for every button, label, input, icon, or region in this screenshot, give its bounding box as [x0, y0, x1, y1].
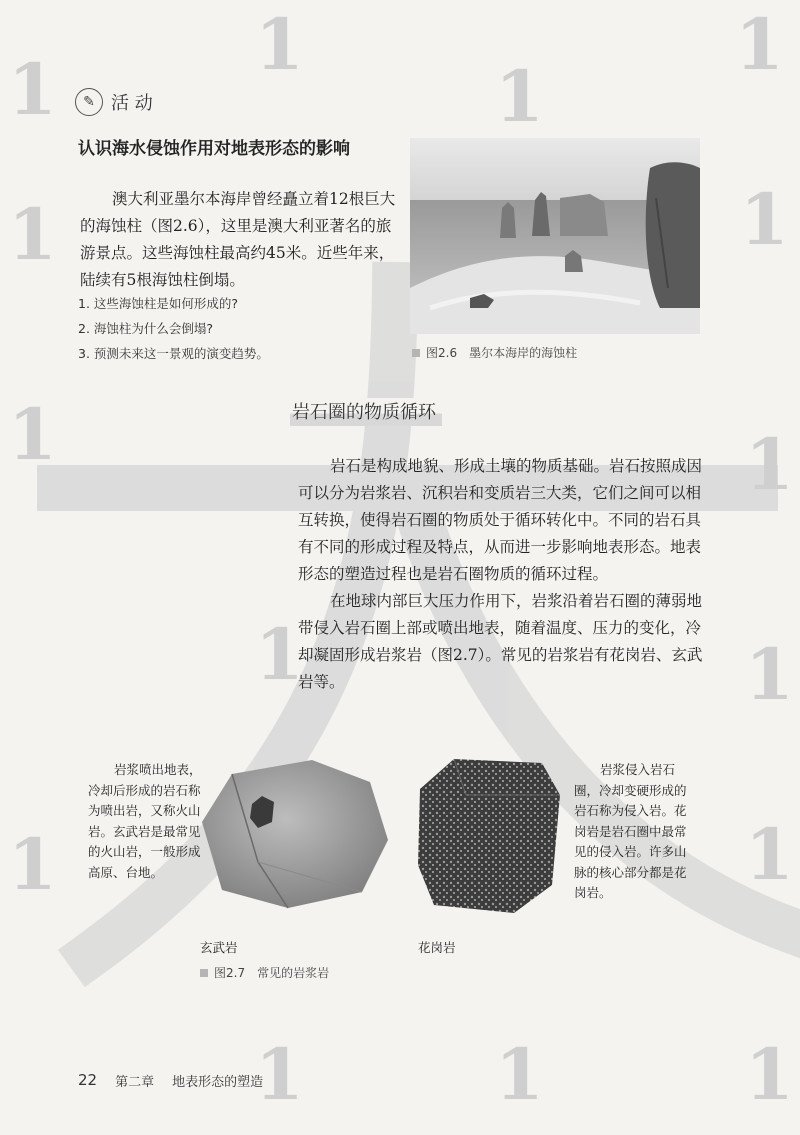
watermark-digit: 1 [745, 1033, 792, 1116]
watermark-digit: 1 [8, 393, 55, 476]
watermark-digit: 1 [255, 613, 302, 696]
watermark-digit: 1 [255, 3, 302, 86]
watermark-digit: 1 [735, 3, 782, 86]
question-item: 3. 预测未来这一景观的演变趋势。 [78, 346, 269, 361]
section-title: 岩石圈的物质循环 [290, 398, 442, 426]
watermark-digit: 1 [745, 423, 792, 506]
watermark-digit: 1 [8, 823, 55, 906]
watermark-digit: 1 [495, 1033, 542, 1116]
question-item: 2. 海蚀柱为什么会倒塌? [78, 321, 214, 336]
watermark-digit: 1 [495, 55, 542, 138]
figure-2-6-caption-text: 图2.6 墨尔本海岸的海蚀柱 [426, 346, 578, 360]
section-paragraph: 岩石是构成地貌、形成土壤的物质基础。岩石按照成因可以分为岩浆岩、沉积岩和变质岩三大类，它们之间可以相互转换，使得岩石圈的物质处于循环转化中。不同的岩石具有不同的形成过程及特点，从而进一步影响地表形态。地表形态的塑造过程也是岩石圈物质的循环过程。 [298, 457, 703, 583]
section-paragraph: 在地球内部巨大压力作用下，岩浆沿着岩石圈的薄弱地带侵入岩石圈上部或喷出地表，随着温度、压力的变化，冷却凝固形成岩浆岩（图2.7）。常见的岩浆岩有花岗岩、玄武岩等。 [298, 592, 703, 691]
granite-image [414, 755, 564, 917]
sea-stacks-photo [410, 138, 700, 334]
basalt-note: 岩浆喷出地表，冷却后形成的岩石称为喷出岩，又称火山岩。玄武岩是最常见的火山岩，一般形成高原、台地。 [88, 762, 202, 880]
activity-title: 认识海水侵蚀作用对地表形态的影响 [78, 139, 350, 159]
watermark-digit: 1 [8, 193, 55, 276]
activity-label: 活 动 [111, 93, 153, 114]
question-item: 1. 这些海蚀柱是如何形成的? [78, 296, 239, 311]
activity-header [75, 88, 153, 116]
watermark-digit: 1 [255, 1033, 302, 1116]
figure-2-7-caption [200, 964, 329, 981]
question-list [78, 291, 398, 366]
watermark-digit: 1 [8, 48, 55, 131]
granite-label: 花岗岩 [418, 940, 456, 955]
page-footer [78, 1071, 263, 1090]
activity-intro: 澳大利亚墨尔本海岸曾经矗立着12根巨大的海蚀柱（图2.6），这里是澳大利亚著名的旅游景点。这些海蚀柱最高约45米。近些年来，陆续有5根海蚀柱倒塌。 [80, 190, 396, 289]
activity-icon: ✎ [75, 88, 103, 116]
watermark-digit: 1 [745, 633, 792, 716]
watermark-digit: 1 [745, 813, 792, 896]
granite-note: 岩浆侵入岩石圈，冷却变硬形成的岩石称为侵入岩。花岗岩是岩石圈中最常见的侵入岩。许多山脉的核心部分都是花岗岩。 [574, 762, 687, 900]
section-body [298, 453, 708, 696]
caption-marker [200, 969, 208, 977]
figure-2-7-caption-text: 图2.7 常见的岩浆岩 [214, 966, 330, 980]
basalt-label: 玄武岩 [200, 940, 238, 955]
chapter-label: 第二章 [115, 1075, 155, 1090]
page-number: 22 [78, 1071, 98, 1089]
watermark-digit: 1 [740, 178, 787, 261]
figure-2-6-caption [412, 344, 577, 361]
caption-marker [412, 349, 420, 357]
chapter-title: 地表形态的塑造 [172, 1075, 264, 1090]
basalt-image [192, 752, 394, 914]
